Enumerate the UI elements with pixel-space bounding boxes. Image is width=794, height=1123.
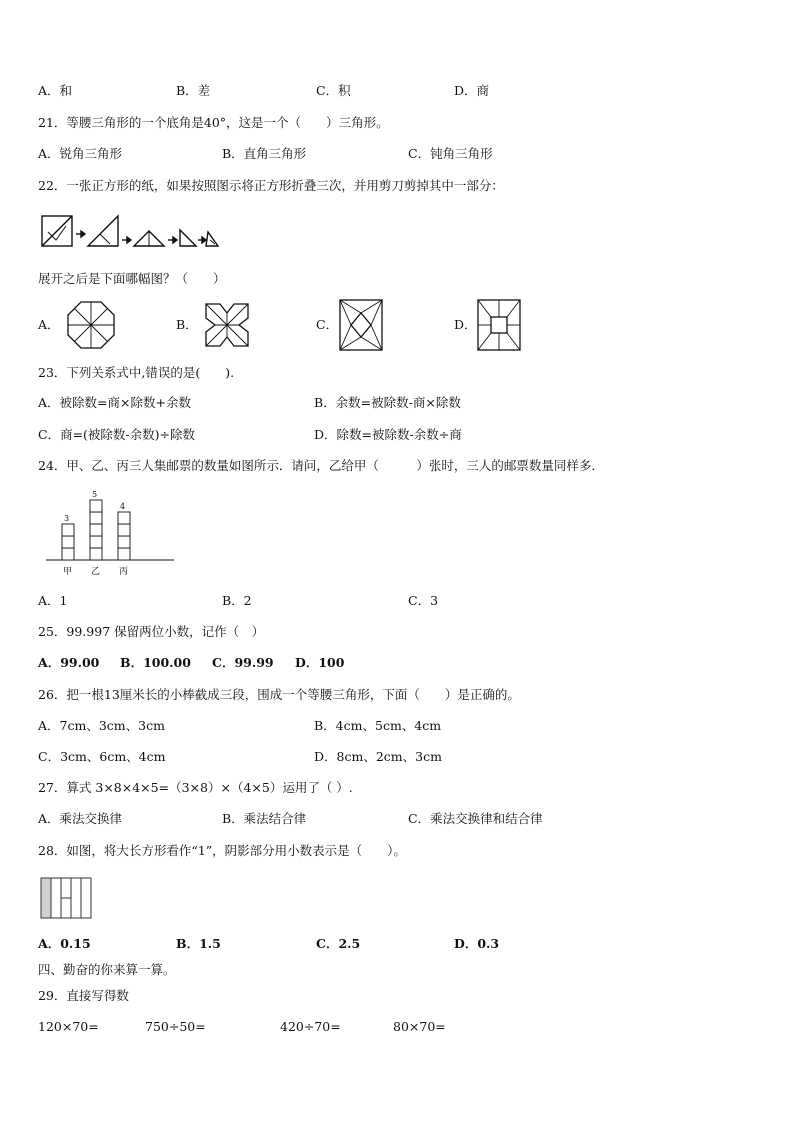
q23-option-b: B．余数=被除数-商×除数 — [314, 395, 461, 410]
shaded-rectangle-figure — [38, 876, 94, 922]
category-label: 甲 — [63, 567, 73, 577]
stamp-block — [90, 512, 102, 524]
stamp-block — [62, 524, 74, 536]
q24-option-c: C．3 — [408, 593, 439, 608]
q22-option-b: B． — [176, 317, 198, 332]
stamp-block — [90, 548, 102, 560]
stamp-block — [118, 536, 130, 548]
q29-expression-1: 120×70= — [38, 1019, 99, 1034]
q21-option-a: A．锐角三角形 — [38, 146, 123, 161]
q25-stem: 25．99.997 保留两位小数，记作（ ） — [38, 624, 265, 639]
category-label: 丙 — [119, 567, 129, 577]
q26-stem: 26．把一根13厘米长的小棒截成三段，围成一个等腰三角形，下面（ ）是正确的。 — [38, 687, 520, 702]
q20-option-b: B．差 — [176, 83, 211, 98]
q24-stem: 24．甲、乙、丙三人集邮票的数量如图所示．请问，乙给甲（ ）张时，三人的邮票数量同样多． — [38, 458, 604, 473]
section-four-heading: 四、勤奋的你来算一算。 — [38, 962, 176, 977]
q22-sub-question: 展开之后是下面哪幅图？（ ） — [38, 271, 226, 286]
q24-option-a: A．1 — [38, 593, 68, 608]
q25-option-d: D．100 — [295, 655, 345, 670]
q26-option-a: A．7cm、3cm、3cm — [38, 718, 165, 733]
q21-option-c: C．钝角三角形 — [408, 146, 493, 161]
square-with-diamond-figure — [338, 298, 384, 352]
q20-option-a: A．和 — [38, 83, 73, 98]
q28-option-c: C．2.5 — [316, 936, 361, 951]
q28-option-a: A．0.15 — [38, 936, 91, 951]
q29-expression-3: 420÷70= — [280, 1019, 341, 1034]
stamp-count-chart — [38, 484, 178, 580]
octagon-figure — [66, 300, 116, 350]
q22-option-a: A． — [38, 317, 60, 332]
folding-sequence-figure — [38, 210, 220, 252]
q26-option-d: D．8cm、2cm、3cm — [314, 749, 442, 764]
stamp-block — [62, 536, 74, 548]
q26-option-b: B．4cm、5cm、4cm — [314, 718, 442, 733]
q21-option-b: B．直角三角形 — [222, 146, 307, 161]
q29-expression-2: 750÷50= — [145, 1019, 206, 1034]
q21-stem: 21．等腰三角形的一个底角是40°，这是一个（ ）三角形。 — [38, 115, 389, 130]
q25-option-b: B．100.00 — [120, 655, 191, 670]
q23-stem: 23．下列关系式中,错误的是( ). — [38, 365, 235, 380]
fold-step-cut-triangle — [206, 232, 218, 246]
square-with-inner-square-figure — [476, 298, 522, 352]
q27-option-c: C．乘法交换律和结合律 — [408, 811, 543, 826]
fold-step-smaller-triangle — [180, 230, 196, 246]
q25-option-c: C．99.99 — [212, 655, 274, 670]
stamp-block — [90, 524, 102, 536]
q27-option-b: B．乘法结合律 — [222, 811, 307, 826]
q20-option-d: D．商 — [454, 83, 490, 98]
q29-expression-4: 80×70= — [393, 1019, 446, 1034]
q28-stem: 28．如图，将大长方形看作“1”，阴影部分用小数表示是（ ）。 — [38, 843, 406, 858]
q23-option-c: C．商=(被除数-余数)÷除数 — [38, 427, 195, 442]
category-label: 乙 — [91, 567, 101, 577]
bar-value-label: 3 — [64, 514, 70, 523]
q22-option-d: D． — [454, 317, 477, 332]
q23-option-a: A．被除数=商×除数+余数 — [38, 395, 191, 410]
shaded-strip — [41, 878, 51, 918]
q28-option-d: D．0.3 — [454, 936, 500, 951]
q27-option-a: A．乘法交换律 — [38, 811, 123, 826]
q25-option-a: A．99.00 — [38, 655, 100, 670]
q24-option-b: B．2 — [222, 593, 252, 608]
q29-stem: 29．直接写得数 — [38, 988, 129, 1003]
bar-value-label: 5 — [92, 490, 98, 499]
q27-stem: 27．算式 3×8×4×5=（3×8）×（4×5）运用了（ ）. — [38, 780, 353, 795]
stamp-block — [118, 524, 130, 536]
q23-option-d: D．除数=被除数-余数÷商 — [314, 427, 462, 442]
q22-option-c: C． — [316, 317, 339, 332]
q26-option-c: C．3cm、6cm、4cm — [38, 749, 166, 764]
q28-option-b: B．1.5 — [176, 936, 221, 951]
notched-square-figure — [202, 300, 252, 350]
stamp-block — [90, 500, 102, 512]
stamp-block — [118, 512, 130, 524]
bar-value-label: 4 — [120, 502, 126, 511]
fold-step-triangle — [88, 216, 118, 246]
q20-option-c: C．积 — [316, 83, 351, 98]
stamp-block — [62, 548, 74, 560]
q22-stem: 22．一张正方形的纸，如果按照图示将正方形折叠三次，并用剪刀剪掉其中一部分： — [38, 178, 504, 193]
stamp-block — [90, 536, 102, 548]
stamp-block — [118, 548, 130, 560]
